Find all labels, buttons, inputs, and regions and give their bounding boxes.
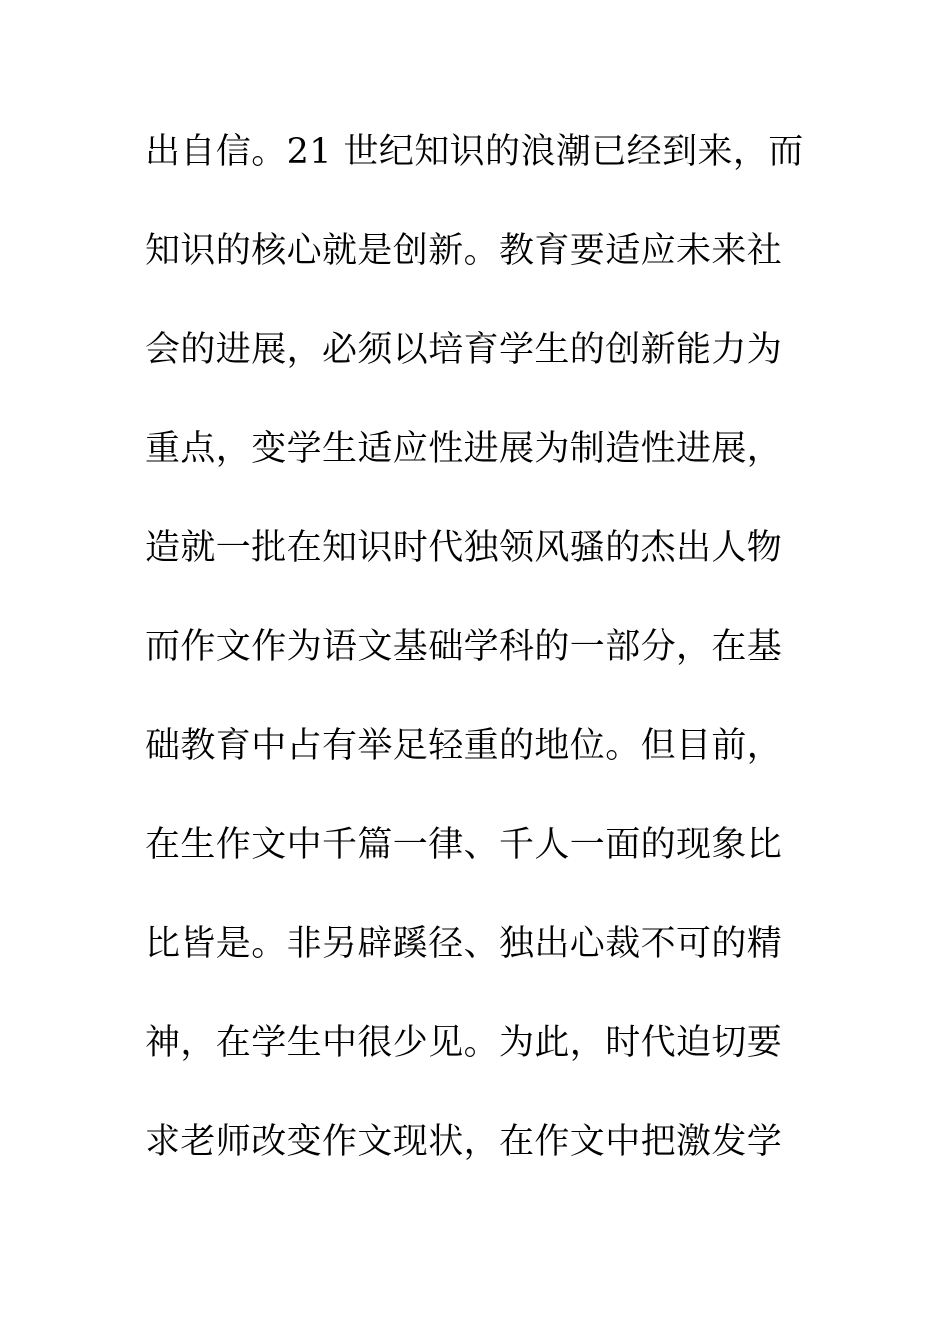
text-line: 重点，变学生适应性进展为制造性进展， — [145, 429, 783, 469]
text-line: 求老师改变作文现状，在作文中把激发学 — [145, 1122, 783, 1162]
text-line: 会的进展，必须以培育学生的创新能力为 — [145, 330, 783, 370]
text-line: 在生作文中千篇一律、千人一面的现象比 — [145, 825, 783, 865]
text-line: 比皆是。非另辟蹊径、独出心裁不可的精 — [145, 924, 783, 964]
text-line: 知识的核心就是创新。教育要适应未来社 — [145, 231, 783, 271]
text-line: 神，在学生中很少见。为此，时代迫切要 — [145, 1023, 783, 1063]
text-line: 出自信。21 世纪知识的浪潮已经到来，而 — [145, 132, 804, 172]
body-text — [145, 128, 815, 1217]
text-line: 造就一批在知识时代独领风骚的杰出人物 — [145, 528, 783, 568]
text-line: 而作文作为语文基础学科的一部分，在基 — [145, 627, 783, 667]
text-line: 础教育中占有举足轻重的地位。但目前， — [145, 726, 783, 766]
